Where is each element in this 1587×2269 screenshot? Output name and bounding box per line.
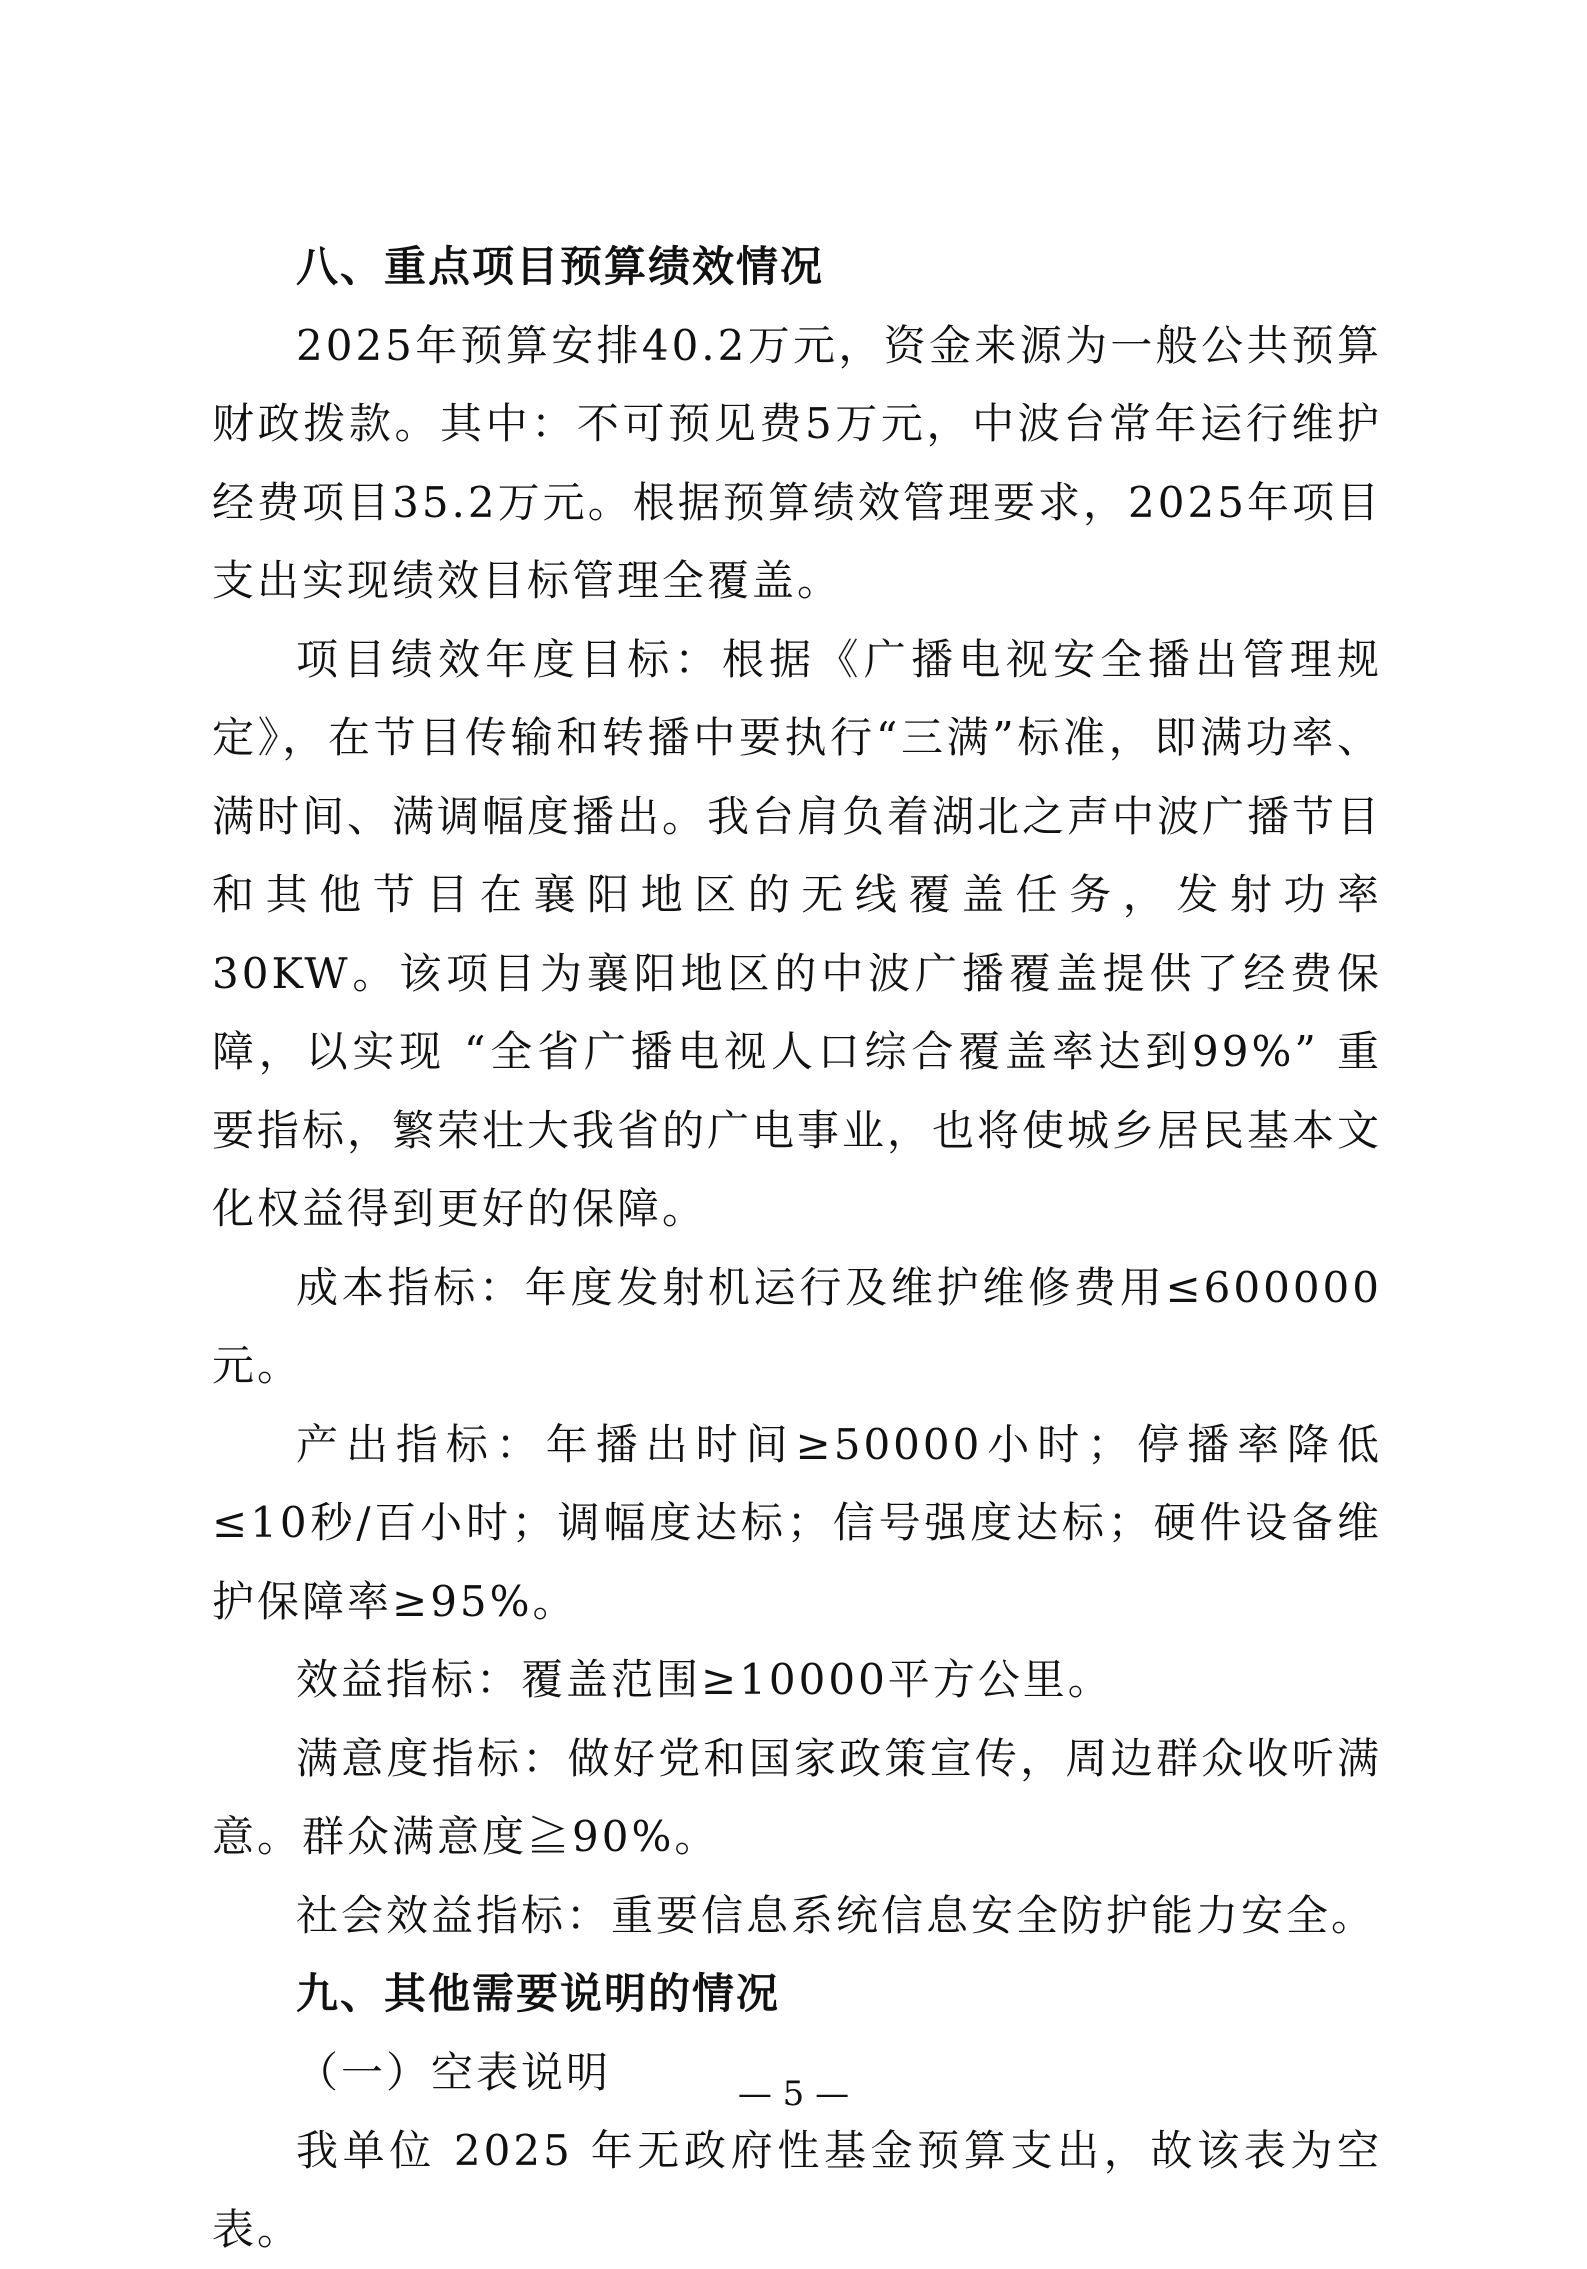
page-number: — 5 — [737,2074,850,2114]
section-8-goal-paragraph: 项目绩效年度目标：根据《广播电视安全播出管理规定》，在节目传输和转播中要执行“三满”标准，即满功率、满时间、满调幅度播出。我台肩负着湖北之声中波广播节目和其他节目在襄阳地区的无线覆盖任务，发射功率30KW。该项目为襄阳地区的中波广播覆盖提供了经费保障，以实现 “全省广播电视人口综合覆盖率达到99%” 重要指标，繁荣壮大我省的广电事业，也将使城乡居民基本文化权益得到更好的保障。 [212,634,1383,1233]
benefit-indicator-paragraph: 效益指标：覆盖范围≥10000平方公里。 [296,1655,1113,1704]
section-8-heading: 八、重点项目预算绩效情况 [296,242,825,291]
satisfaction-indicator-paragraph: 满意度指标：做好党和国家政策宣传，周边群众收听满意。群众满意度≧90%。 [212,1733,1382,1861]
section-8-budget-paragraph: 2025年预算安排40.2万元，资金来源为一般公共预算财政拨款。其中：不可预见费5万元，中波台常年运行维护经费项目35.2万元。根据预算绩效管理要求，2025年项目支出实现绩效目标管理全覆盖。 [212,320,1382,605]
section-9-paragraph: 我单位 2025 年无政府性基金预算支出，故该表为空表。 [212,2126,1382,2254]
cost-indicator-paragraph: 成本指标：年度发射机运行及维护维修费用≤600000元。 [212,1262,1382,1390]
section-9-subheading: （一）空表说明 [296,2047,612,2097]
output-indicator-paragraph: 产出指标：年播出时间≥50000小时；停播率降低≤10秒/百小时；调幅度达标；信号强度达标；硬件设备维护保障率≥95%。 [212,1419,1382,1626]
section-9-heading: 九、其他需要说明的情况 [296,1969,781,2018]
page-content [212,228,1382,2269]
social-benefit-indicator-paragraph: 社会效益指标：重要信息系统信息安全防护能力安全。 [296,1890,1377,1940]
